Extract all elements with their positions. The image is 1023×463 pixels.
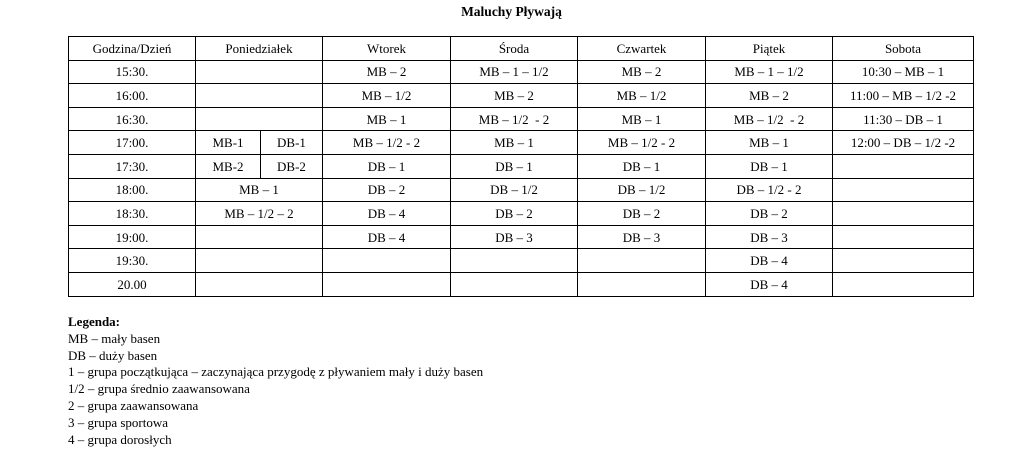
tuesday-cell: MB – 1/2 - 2 xyxy=(323,131,451,155)
friday-cell: DB – 4 xyxy=(706,249,833,273)
schedule-row xyxy=(69,131,974,155)
monday-cell-small-pool: MB-1 xyxy=(196,131,261,155)
friday-cell: MB – 1/2 - 2 xyxy=(706,107,833,131)
schedule-row xyxy=(69,60,974,84)
header-friday: Piątek xyxy=(706,37,833,61)
monday-cell-small-pool: MB-2 xyxy=(196,154,261,178)
friday-cell: DB – 2 xyxy=(706,202,833,226)
legend-item: MB – mały basen xyxy=(68,330,161,346)
thursday-cell: DB – 2 xyxy=(578,202,706,226)
monday-cell xyxy=(196,84,323,108)
legend xyxy=(68,314,483,448)
saturday-cell xyxy=(833,249,974,273)
saturday-cell xyxy=(833,154,974,178)
thursday-cell: MB – 1/2 - 2 xyxy=(578,131,706,155)
friday-cell: MB – 1 xyxy=(706,131,833,155)
monday-cell-large-pool: DB-1 xyxy=(261,131,323,155)
saturday-cell: 10:30 – MB – 1 xyxy=(833,60,974,84)
thursday-cell: DB – 3 xyxy=(578,225,706,249)
wednesday-cell: DB – 3 xyxy=(451,225,578,249)
tuesday-cell: DB – 2 xyxy=(323,178,451,202)
friday-cell: DB – 4 xyxy=(706,272,833,296)
wednesday-cell: DB – 2 xyxy=(451,202,578,226)
schedule-row xyxy=(69,225,974,249)
friday-cell: DB – 1/2 - 2 xyxy=(706,178,833,202)
legend-item: 1/2 – grupa średnio zaawansowana xyxy=(68,381,250,397)
wednesday-cell: DB – 1 xyxy=(451,154,578,178)
header-thursday: Czwartek xyxy=(578,37,706,61)
saturday-cell: 11:00 – MB – 1/2 -2 xyxy=(833,84,974,108)
tuesday-cell: DB – 4 xyxy=(323,202,451,226)
monday-cell xyxy=(196,225,323,249)
friday-cell: DB – 3 xyxy=(706,225,833,249)
friday-cell: MB – 1 – 1/2 xyxy=(706,60,833,84)
header-time: Godzina/Dzień xyxy=(69,37,196,61)
wednesday-cell: MB – 1 xyxy=(451,131,578,155)
tuesday-cell: MB – 1 xyxy=(323,107,451,131)
monday-cell xyxy=(196,60,323,84)
monday-cell xyxy=(196,107,323,131)
header-saturday: Sobota xyxy=(833,37,974,61)
time-cell: 17:30. xyxy=(69,154,196,178)
schedule-row xyxy=(69,202,974,226)
thursday-cell: DB – 1/2 xyxy=(578,178,706,202)
schedule-body xyxy=(69,60,974,296)
schedule-row xyxy=(69,272,974,296)
document-title: Maluchy Pływają xyxy=(461,4,562,19)
time-cell: 19:00. xyxy=(69,225,196,249)
thursday-cell xyxy=(578,272,706,296)
legend-item: 4 – grupa dorosłych xyxy=(68,431,172,447)
saturday-cell: 11:30 – DB – 1 xyxy=(833,107,974,131)
schedule-row xyxy=(69,107,974,131)
friday-cell: MB – 2 xyxy=(706,84,833,108)
schedule-row xyxy=(69,154,974,178)
saturday-cell xyxy=(833,272,974,296)
saturday-cell xyxy=(833,202,974,226)
tuesday-cell xyxy=(323,249,451,273)
tuesday-cell: DB – 1 xyxy=(323,154,451,178)
monday-cell: MB – 1/2 – 2 xyxy=(196,202,323,226)
time-cell: 15:30. xyxy=(69,60,196,84)
time-cell: 16:30. xyxy=(69,107,196,131)
schedule-row xyxy=(69,178,974,202)
header-tuesday: Wtorek xyxy=(323,37,451,61)
legend-item: 2 – grupa zaawansowana xyxy=(68,397,199,413)
wednesday-cell xyxy=(451,249,578,273)
header-row xyxy=(69,37,974,61)
thursday-cell: MB – 1/2 xyxy=(578,84,706,108)
schedule-table xyxy=(68,36,974,297)
monday-cell xyxy=(196,272,323,296)
legend-item: 3 – grupa sportowa xyxy=(68,414,169,430)
tuesday-cell: MB – 2 xyxy=(323,60,451,84)
saturday-cell xyxy=(833,225,974,249)
tuesday-cell: MB – 1/2 xyxy=(323,84,451,108)
wednesday-cell: MB – 1 – 1/2 xyxy=(451,60,578,84)
wednesday-cell: MB – 1/2 - 2 xyxy=(451,107,578,131)
tuesday-cell: DB – 4 xyxy=(323,225,451,249)
saturday-cell: 12:00 – DB – 1/2 -2 xyxy=(833,131,974,155)
time-cell: 18:30. xyxy=(69,202,196,226)
time-cell: 17:00. xyxy=(69,131,196,155)
monday-cell-large-pool: DB-2 xyxy=(261,154,323,178)
time-cell: 18:00. xyxy=(69,178,196,202)
tuesday-cell xyxy=(323,272,451,296)
legend-item: 1 – grupa początkująca – zaczynająca przygodę z pływaniem mały i duży basen xyxy=(68,364,484,380)
saturday-cell xyxy=(833,178,974,202)
header-monday: Poniedziałek xyxy=(196,37,323,61)
monday-cell: MB – 1 xyxy=(196,178,323,202)
monday-cell xyxy=(196,249,323,273)
time-cell: 19:30. xyxy=(69,249,196,273)
legend-title: Legenda: xyxy=(68,314,120,329)
header-wednesday: Środa xyxy=(451,37,578,61)
time-cell: 20.00 xyxy=(69,272,196,296)
thursday-cell: MB – 2 xyxy=(578,60,706,84)
thursday-cell xyxy=(578,249,706,273)
schedule-row xyxy=(69,84,974,108)
time-cell: 16:00. xyxy=(69,84,196,108)
wednesday-cell xyxy=(451,272,578,296)
friday-cell: DB – 1 xyxy=(706,154,833,178)
thursday-cell: DB – 1 xyxy=(578,154,706,178)
legend-item: DB – duży basen xyxy=(68,347,158,363)
schedule-row xyxy=(69,249,974,273)
wednesday-cell: DB – 1/2 xyxy=(451,178,578,202)
wednesday-cell: MB – 2 xyxy=(451,84,578,108)
thursday-cell: MB – 1 xyxy=(578,107,706,131)
